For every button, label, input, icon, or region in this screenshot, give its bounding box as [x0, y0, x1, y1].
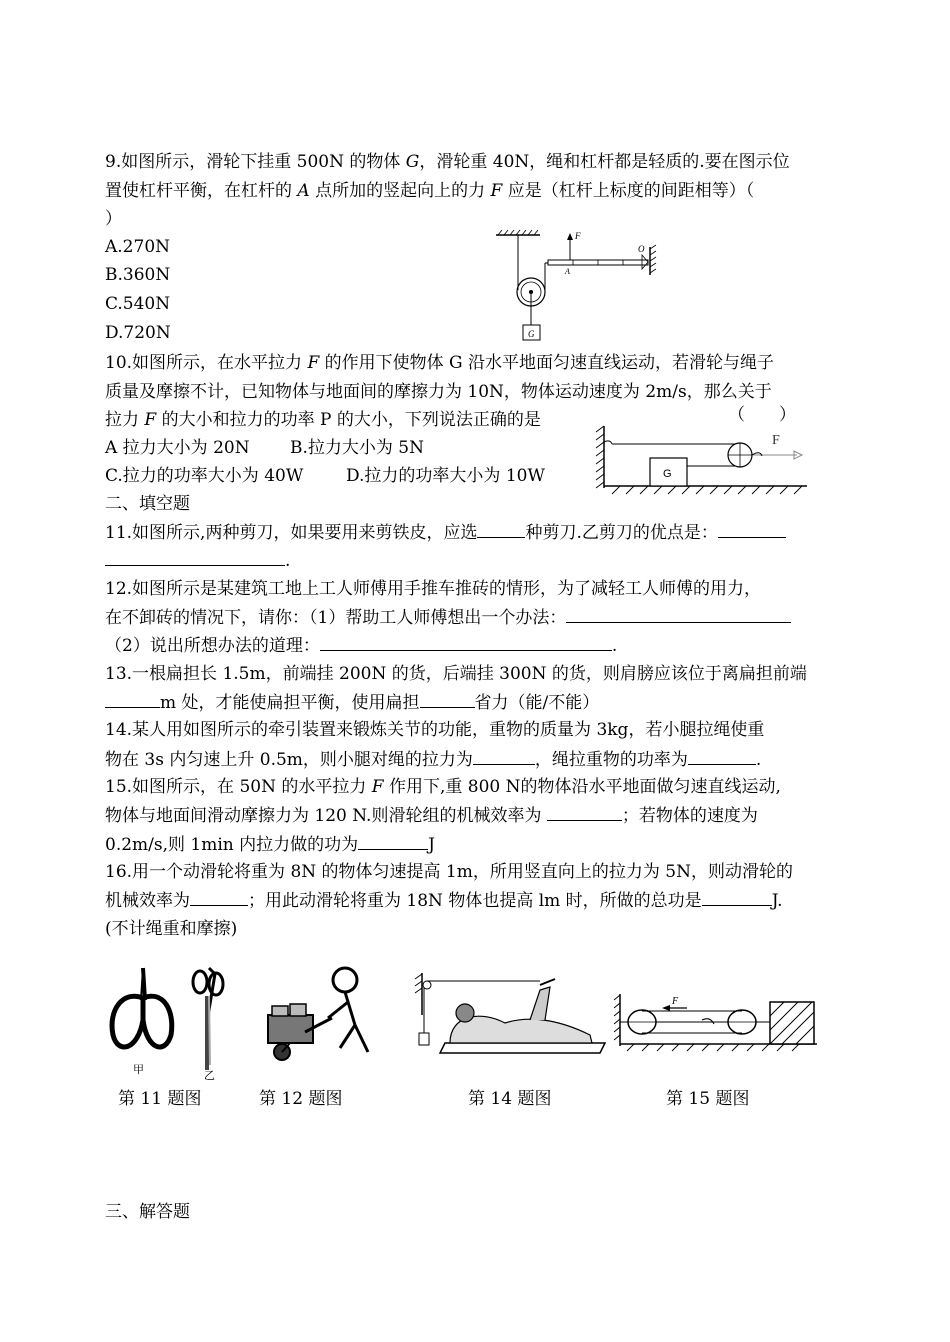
q9-option-c: C.540N	[105, 294, 171, 314]
q12-line-2: 在不卸砖的情况下，请你：（1）帮助工人师傅想出一个办法：	[105, 606, 791, 629]
q10-answer-paren: （ ）	[728, 405, 796, 425]
fig11-label-jia: 甲	[133, 1063, 144, 1076]
q10-option-a: A 拉力大小为 20N	[105, 438, 250, 458]
q13-line-2: m 处，才能使扁担平衡，使用扁担 省力（能/不能）	[105, 691, 599, 714]
q15-blank-2[interactable]	[358, 833, 428, 850]
q9-pulley-lever-figure	[490, 225, 665, 345]
fig14-traction-figure	[410, 965, 610, 1065]
q10-line-1: 10.如图所示，在水平拉力 F 的作用下使物体 G 沿水平地面匀速直线运动，若滑轮与绳子	[105, 353, 775, 373]
q13-blank-2[interactable]	[420, 691, 475, 708]
q14-blank-1[interactable]	[473, 748, 535, 765]
q9-option-a: A.270N	[105, 237, 171, 257]
fig15-label-f: F	[672, 996, 679, 1007]
q16-blank-1[interactable]	[190, 889, 248, 906]
q11-blank-1[interactable]	[477, 521, 525, 538]
q10-figure-label-f: F	[772, 433, 780, 448]
q9-option-b: B.360N	[105, 265, 171, 285]
q9-line-2: 置使杠杆平衡，在杠杆的 A 点所加的竖起向上的力 F 应是（杠杆上标度的间距相等）（	[105, 181, 755, 201]
q16-line-3: (不计绳重和摩擦)	[105, 919, 238, 939]
q16-line-1: 16.用一个动滑轮将重为 8N 的物体匀速提高 1m，所用竖直向上的拉力为 5N，则动滑轮的	[105, 862, 793, 882]
q13-line-1: 13.一根扁担长 1.5m，前端挂 200N 的货，后端挂 300N 的货，则肩膀应该位于离扁担前端	[105, 664, 807, 684]
q10-option-d: D.拉力的功率大小为 10W	[346, 466, 545, 486]
q15-line-3: 0.2m/s,则 1min 内拉力做的功为 J	[105, 835, 435, 855]
q16-line-2: 机械效率为 ；用此动滑轮将重为 18N 物体也提高 lm 时，所做的总功是 J.	[105, 891, 783, 911]
q9-figure-label-a: A	[565, 267, 570, 276]
q15-line-1: 15.如图所示，在 50N 的水平拉力 F 作用下,重 800 N的物体沿水平地面做匀速直线运动,	[105, 777, 781, 797]
fig12-caption: 第 12 题图	[259, 1089, 343, 1109]
q9-figure-label-o: O	[638, 244, 645, 254]
q10-pulley-figure	[592, 420, 812, 495]
q12-line-3: （2）说出所想办法的道理： .	[105, 636, 618, 656]
q11-blank-2b[interactable]	[105, 549, 285, 566]
fig15-pulley-block-figure	[612, 990, 822, 1052]
q9-line-1: 9.如图所示，滑轮下挂重 500N 的物体 G，滑轮重 40N，绳和杠杆都是轻质的.要在图示位	[105, 152, 790, 172]
q9-option-d: D.720N	[105, 323, 171, 343]
q11-line-2: .	[105, 549, 290, 572]
q10-figure-label-g: G	[663, 468, 672, 480]
fig12-wheelbarrow-figure	[260, 960, 400, 1065]
section-2-heading: 二、填空题	[105, 494, 190, 514]
q10-option-c: C.拉力的功率大小为 40W	[105, 466, 304, 486]
q15-line-2: 物体与地面间滑动摩擦力为 120 N.则滑轮组的机械效率为 ；若物体的速度为	[105, 806, 758, 826]
q11-blank-2a[interactable]	[718, 521, 786, 538]
q11-line-1: 11.如图所示,两种剪刀，如果要用来剪铁皮，应选 种剪刀.乙剪刀的优点是：	[105, 521, 786, 544]
q9-line-3: ）	[105, 209, 122, 229]
q10-line-2: 质量及摩擦不计，已知物体与地面间的摩擦力为 10N，物体运动速度为 2m/s，那么关于	[105, 382, 772, 402]
section-3-heading: 三、解答题	[105, 1202, 190, 1222]
q12-blank-1[interactable]	[566, 606, 791, 623]
fig11-caption: 第 11 题图	[118, 1089, 202, 1109]
q14-blank-2[interactable]	[688, 748, 756, 765]
q9-figure-label-g: G	[528, 329, 535, 339]
q10-line-3: 拉力 F 的大小和拉力的功率 P 的大小，下列说法正确的是	[105, 410, 541, 430]
fig15-caption: 第 15 题图	[666, 1089, 750, 1109]
q14-line-2: 物在 3s 内匀速上升 0.5m，则小腿对绳的拉力为 ，绳拉重物的功率为 .	[105, 750, 762, 770]
q9-figure-label-f: F	[575, 231, 581, 241]
fig11-label-yi: 乙	[204, 1069, 215, 1082]
q15-blank-1[interactable]	[547, 804, 622, 821]
fig11-scissors-figure	[103, 960, 238, 1082]
q16-blank-2[interactable]	[702, 889, 772, 906]
q10-option-b: B.拉力大小为 5N	[290, 438, 424, 458]
fig14-caption: 第 14 题图	[468, 1089, 552, 1109]
q12-line-1: 12.如图所示是某建筑工地上工人师傅用手推车推砖的情形，为了减轻工人师傅的用力，	[105, 579, 762, 599]
q14-line-1: 14.某人用如图所示的牵引装置来锻炼关节的功能，重物的质量为 3kg，若小腿拉绳使重	[105, 720, 765, 740]
q12-blank-2[interactable]	[320, 634, 612, 651]
q13-blank-1[interactable]	[105, 691, 160, 708]
